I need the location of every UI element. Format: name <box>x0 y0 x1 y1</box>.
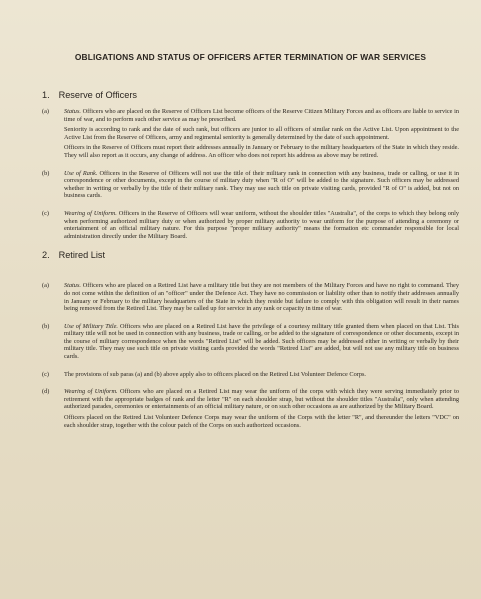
section-number: 1. <box>42 90 50 100</box>
subsection-label: (c) <box>42 370 49 378</box>
subsection-label: (c) <box>42 209 49 217</box>
paragraph: Officers in the Reserve of Officers will not use the title of their military rank in connection with any business, trade or calling, or use it in correspondence or other documents, except in the course of military duty when "R of O" will be added to the signature. Such officers may be addressed whether in writing or verbally by the title of their military rank. They may use such title on private visiting cards, provided "R of O" is added, but not on business cards. <box>64 169 459 200</box>
section-title: Retired List <box>58 250 106 261</box>
subsection-lead: Wearing of Uniform. <box>64 388 118 396</box>
subsection-2b <box>42 323 459 364</box>
paragraph: Officers in the Reserve of Officers must report their addresses annually in January or February to the military headquarters of the State in which they reside. They will also report as it occurs, any change of address. An officer who does not report his address as above may be retired. <box>64 144 459 159</box>
section-retired-list <box>42 250 459 432</box>
paragraph: Officers placed on the Retired List Volunteer Defence Corps may wear the uniform of the Corps with the letter "R", and thereunder the letters "VDC" on each shoulder strap, together with the colour patch of the Corps on such authorized occasions. <box>64 414 459 429</box>
paragraph: Officers in the Reserve of Officers will wear uniform, without the shoulder titles "Australia", of the corps to which they belong only when performing authorized military duty or when authorized by proper military authority to wear uniform for the purpose of attending a ceremony or entertainment of an official military nature. For this purpose "proper military authority" means the formation etc commander responsible for local administration directly under the Military Board. <box>64 209 459 240</box>
paragraph: Officers who are placed on a Retired List may wear the uniform of the corps with which they were serving immediately prior to retirement with the appropriate badges of rank and the letter "R" on each shoulder strap, but without the shoulder titles "Australia", only when attending authorized parades, ceremonies or entertainments of an official military nature, or on such other occasions as are authorized by the Military Board. <box>64 388 459 411</box>
subsection-label: (a) <box>42 282 49 290</box>
paragraph: Seniority is according to rank and the date of such rank, but officers are junior to all officers of similar rank on the Active List. Upon appointment to the Active List from the Reserve of Officers, army and regimental seniority is generally determined by the date of such appointment. <box>64 126 459 141</box>
subsection-label: (b) <box>42 322 50 330</box>
paragraph: Officers who are placed on a Retired List have the privilege of a courtesy military title granted them when placed on that List. This military title will not be used in connection with any business, trade or calling, or be added to the signature of correspondence or other documents, except in the course of military correspondence when the words "Retired List" will be added. Such officers may be addressed either in writing or verbally by their military title. They may use such title on private visiting cards provided the words "Retired List" are added, but will not use any military title on business cards. <box>64 322 460 361</box>
subsection-lead: Use of Military Title. <box>64 322 119 330</box>
paragraph: Officers who are placed on the Reserve of Officers List become officers of the Reserve Citizen Military Forces and as officers are liable to service in time of war, and to perform such other service as may be prescribed. <box>64 108 459 123</box>
subsection-1b <box>42 170 459 203</box>
subsection-2c <box>42 371 459 382</box>
paragraph: Officers who are placed on a Retired List have a military title but they are not members of the Military Forces and have no right to command. They do not come within the definition of an "officer" under the Defence Act. They have no commission or liability other than to notify their addresses annually in January or February to the military headquarters of the State in which they reside but failure to comply with this obligation will result in their names being removed from the Retired List. They may be called up for service in any rank or capacity in time of war. <box>64 282 459 313</box>
subsection-1a <box>42 108 459 163</box>
subsection-lead: Use of Rank. <box>64 169 98 177</box>
subsection-lead: Status. <box>64 108 81 115</box>
subsection-label: (a) <box>42 108 49 115</box>
subsection-label: (b) <box>42 169 50 177</box>
section-heading <box>42 90 459 100</box>
document-title: OBLIGATIONS AND STATUS OF OFFICERS AFTER TERMINATION OF WAR SERVICES <box>74 52 427 62</box>
subsection-2d <box>42 388 459 432</box>
subsection-2a <box>42 282 459 315</box>
section-number: 2. <box>42 250 50 261</box>
subsection-lead: Wearing of Uniform. <box>64 209 117 217</box>
subsection-1c <box>42 210 459 243</box>
section-reserve-of-officers <box>42 90 459 243</box>
section-heading <box>42 250 459 260</box>
section-title: Reserve of Officers <box>58 90 138 100</box>
subsection-label: (d) <box>42 388 50 396</box>
subsection-lead: Status. <box>64 282 81 290</box>
paragraph: The provisions of sub paras (a) and (b) above apply also to officers placed on the Retired List Volunteer Defence Corps. <box>64 370 366 378</box>
